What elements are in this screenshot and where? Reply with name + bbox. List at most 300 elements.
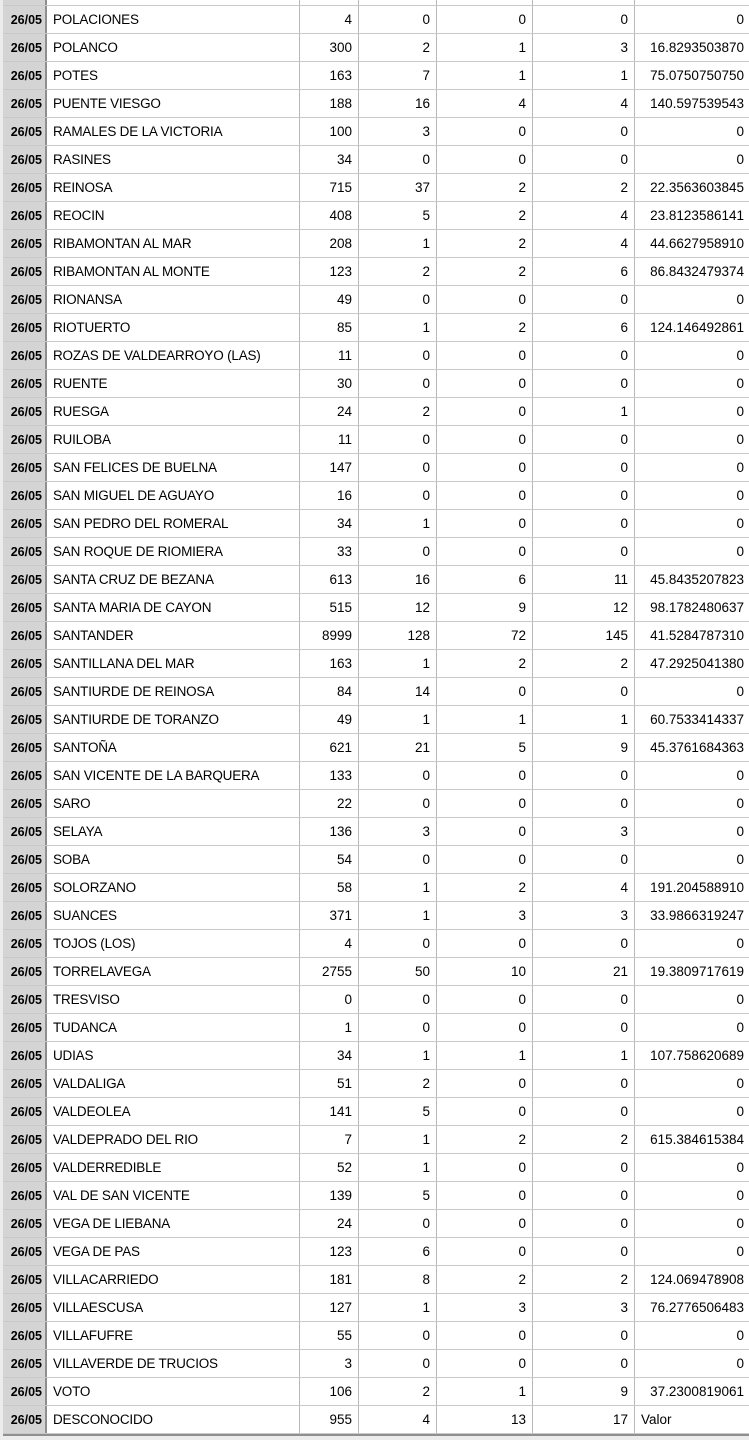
municipality-cell[interactable]: RUESGA [47, 398, 300, 425]
value-cell[interactable]: 0 [533, 1014, 635, 1041]
value-cell[interactable]: 141 [300, 1098, 359, 1125]
value-cell[interactable]: 0 [736, 1244, 744, 1259]
date-cell[interactable]: 26/05 [3, 34, 47, 61]
date-cell[interactable]: 26/05 [3, 986, 47, 1013]
value-cell[interactable]: 34 [300, 1042, 359, 1069]
municipality-cell[interactable]: RIBAMONTAN AL MONTE [47, 258, 300, 285]
value-cell[interactable]: 208 [300, 230, 359, 257]
municipality-cell[interactable]: SANTIURDE DE REINOSA [47, 678, 300, 705]
value-cell[interactable]: 0 [736, 852, 744, 867]
value-cell[interactable]: 0 [359, 538, 437, 565]
value-cell[interactable]: 2 [533, 1126, 635, 1153]
date-cell[interactable]: 26/05 [3, 1322, 47, 1349]
value-cell[interactable]: 1 [437, 1378, 533, 1405]
value-cell[interactable]: 0 [437, 454, 533, 481]
municipality-cell[interactable]: TOJOS (LOS) [47, 930, 300, 957]
value-cell[interactable]: 0 [437, 1098, 533, 1125]
value-cell[interactable]: 3 [437, 902, 533, 929]
value-cell[interactable]: 1 [359, 1154, 437, 1181]
value-cell[interactable]: 37.2300819061 [650, 1384, 744, 1399]
value-cell[interactable]: 23.8123586141 [650, 208, 744, 223]
value-cell[interactable]: 1 [533, 1042, 635, 1069]
value-cell[interactable]: 3 [533, 818, 635, 845]
value-cell[interactable]: 0 [437, 510, 533, 537]
value-cell[interactable]: 0 [437, 6, 533, 33]
value-cell[interactable]: 45.8435207823 [650, 572, 744, 587]
date-cell[interactable]: 26/05 [3, 1266, 47, 1293]
value-cell[interactable]: 0 [359, 1210, 437, 1237]
value-cell[interactable]: 0 [736, 488, 744, 503]
municipality-cell[interactable]: DESCONOCIDO [47, 1406, 300, 1433]
value-cell[interactable]: 4 [533, 202, 635, 229]
municipality-cell[interactable]: VEGA DE LIEBANA [47, 1210, 300, 1237]
municipality-cell[interactable]: SANTA MARIA DE CAYON [47, 594, 300, 621]
value-cell[interactable]: 14 [359, 678, 437, 705]
value-cell[interactable]: 2 [437, 314, 533, 341]
value-cell[interactable]: 0 [359, 986, 437, 1013]
value-cell[interactable]: 0 [736, 348, 744, 363]
value-cell[interactable]: 76.2776506483 [650, 1300, 744, 1315]
value-cell[interactable]: 2 [359, 1070, 437, 1097]
municipality-cell[interactable]: TORRELAVEGA [47, 958, 300, 985]
value-cell[interactable]: 0 [359, 1350, 437, 1377]
date-cell[interactable]: 26/05 [3, 1182, 47, 1209]
municipality-cell[interactable]: SAN ROQUE DE RIOMIERA [47, 538, 300, 565]
value-cell[interactable]: 3 [533, 34, 635, 61]
value-cell[interactable]: 0 [437, 118, 533, 145]
value-cell[interactable]: 0 [736, 684, 744, 699]
value-cell[interactable]: 0 [437, 678, 533, 705]
municipality-cell[interactable]: PUENTE VIESGO [47, 90, 300, 117]
value-cell[interactable]: 98.1782480637 [650, 600, 744, 615]
value-cell[interactable] [437, 0, 533, 5]
value-cell[interactable]: Valor [641, 1412, 672, 1427]
value-cell[interactable]: 2 [533, 650, 635, 677]
value-cell[interactable]: 0 [437, 426, 533, 453]
value-cell[interactable]: 6 [533, 258, 635, 285]
value-cell[interactable]: 1 [359, 1294, 437, 1321]
value-cell[interactable]: 4 [533, 230, 635, 257]
value-cell[interactable]: 0 [533, 762, 635, 789]
value-cell[interactable]: 0 [736, 404, 744, 419]
value-cell[interactable]: 60.7533414337 [650, 712, 744, 727]
value-cell[interactable]: 6 [533, 314, 635, 341]
value-cell[interactable]: 100 [300, 118, 359, 145]
value-cell[interactable]: 33 [300, 538, 359, 565]
value-cell[interactable]: 163 [300, 650, 359, 677]
municipality-cell[interactable]: RIONANSA [47, 286, 300, 313]
municipality-cell[interactable]: VALDEPRADO DEL RIO [47, 1126, 300, 1153]
value-cell[interactable]: 4 [437, 90, 533, 117]
date-cell[interactable]: 26/05 [3, 1238, 47, 1265]
value-cell[interactable]: 2 [533, 1266, 635, 1293]
value-cell[interactable]: 12 [533, 594, 635, 621]
value-cell[interactable]: 515 [300, 594, 359, 621]
value-cell[interactable]: 86.8432479374 [650, 264, 744, 279]
value-cell[interactable]: 300 [300, 34, 359, 61]
date-cell[interactable]: 26/05 [3, 958, 47, 985]
date-cell[interactable]: 26/05 [3, 314, 47, 341]
municipality-cell[interactable]: POTES [47, 62, 300, 89]
value-cell[interactable]: 0 [736, 516, 744, 531]
value-cell[interactable]: 6 [437, 566, 533, 593]
date-cell[interactable]: 26/05 [3, 1406, 47, 1433]
value-cell[interactable]: 0 [359, 930, 437, 957]
value-cell[interactable]: 49 [300, 706, 359, 733]
value-cell[interactable]: 0 [736, 152, 744, 167]
value-cell[interactable]: 139 [300, 1182, 359, 1209]
value-cell[interactable]: 44.6627958910 [650, 236, 744, 251]
municipality-cell[interactable]: RIBAMONTAN AL MAR [47, 230, 300, 257]
date-cell[interactable]: 26/05 [3, 370, 47, 397]
value-cell[interactable]: 34 [300, 510, 359, 537]
value-cell[interactable]: 0 [533, 426, 635, 453]
municipality-cell[interactable]: RUENTE [47, 370, 300, 397]
value-cell[interactable]: 4 [300, 930, 359, 957]
date-cell[interactable]: 26/05 [3, 398, 47, 425]
value-cell[interactable]: 55 [300, 1322, 359, 1349]
value-cell[interactable]: 2 [437, 650, 533, 677]
value-cell[interactable]: 2 [437, 1266, 533, 1293]
municipality-cell[interactable]: SUANCES [47, 902, 300, 929]
value-cell[interactable]: 0 [437, 846, 533, 873]
value-cell[interactable]: 0 [533, 342, 635, 369]
value-cell[interactable]: 128 [359, 622, 437, 649]
value-cell[interactable]: 136 [300, 818, 359, 845]
value-cell[interactable]: 16.8293503870 [650, 40, 744, 55]
municipality-cell[interactable]: SAN FELICES DE BUELNA [47, 454, 300, 481]
municipality-cell[interactable]: POLANCO [47, 34, 300, 61]
value-cell[interactable]: 0 [736, 936, 744, 951]
date-cell[interactable]: 26/05 [3, 650, 47, 677]
value-cell[interactable]: 2 [437, 258, 533, 285]
value-cell[interactable]: 124.069478908 [650, 1272, 744, 1287]
value-cell[interactable]: 0 [533, 538, 635, 565]
date-cell[interactable]: 26/05 [3, 1070, 47, 1097]
municipality-cell[interactable]: RIOTUERTO [47, 314, 300, 341]
municipality-cell[interactable]: UDIAS [47, 1042, 300, 1069]
value-cell[interactable]: 75.0750750750 [650, 68, 744, 83]
value-cell[interactable]: 12 [359, 594, 437, 621]
municipality-cell[interactable]: SARO [47, 790, 300, 817]
value-cell[interactable]: 85 [300, 314, 359, 341]
value-cell[interactable]: 0 [300, 986, 359, 1013]
date-cell[interactable]: 26/05 [3, 706, 47, 733]
value-cell[interactable]: 1 [437, 34, 533, 61]
value-cell[interactable]: 2 [533, 174, 635, 201]
date-cell[interactable]: 26/05 [3, 1378, 47, 1405]
municipality-cell[interactable]: VALDEOLEA [47, 1098, 300, 1125]
municipality-cell[interactable]: VILLAVERDE DE TRUCIOS [47, 1350, 300, 1377]
value-cell[interactable]: 2 [359, 1378, 437, 1405]
value-cell[interactable]: 0 [736, 796, 744, 811]
value-cell[interactable]: 2755 [300, 958, 359, 985]
value-cell[interactable]: 7 [300, 1126, 359, 1153]
value-cell[interactable]: 0 [437, 342, 533, 369]
value-cell[interactable]: 123 [300, 1238, 359, 1265]
municipality-cell[interactable]: VOTO [47, 1378, 300, 1405]
value-cell[interactable]: 2 [359, 258, 437, 285]
value-cell[interactable]: 0 [359, 482, 437, 509]
value-cell[interactable]: 1 [300, 1014, 359, 1041]
value-cell[interactable]: 3 [533, 1294, 635, 1321]
value-cell[interactable]: 0 [736, 1020, 744, 1035]
date-cell[interactable]: 26/05 [3, 930, 47, 957]
value-cell[interactable]: 0 [533, 678, 635, 705]
value-cell[interactable]: 47.2925041380 [650, 656, 744, 671]
value-cell[interactable] [635, 0, 749, 5]
date-cell[interactable]: 26/05 [3, 1126, 47, 1153]
value-cell[interactable]: 1 [437, 706, 533, 733]
value-cell[interactable]: 1 [359, 706, 437, 733]
value-cell[interactable]: 11 [533, 566, 635, 593]
value-cell[interactable]: 19.3809717619 [650, 964, 744, 979]
value-cell[interactable]: 0 [437, 790, 533, 817]
date-cell[interactable]: 26/05 [3, 202, 47, 229]
date-cell[interactable]: 26/05 [3, 454, 47, 481]
value-cell[interactable]: 50 [359, 958, 437, 985]
value-cell[interactable]: 9 [533, 734, 635, 761]
value-cell[interactable]: 4 [359, 1406, 437, 1433]
value-cell[interactable]: 106 [300, 1378, 359, 1405]
date-cell[interactable]: 26/05 [3, 762, 47, 789]
value-cell[interactable]: 49 [300, 286, 359, 313]
value-cell[interactable]: 145 [533, 622, 635, 649]
municipality-cell[interactable]: VALDERREDIBLE [47, 1154, 300, 1181]
value-cell[interactable]: 0 [437, 1210, 533, 1237]
date-cell[interactable]: 26/05 [3, 1210, 47, 1237]
value-cell[interactable]: 5 [359, 202, 437, 229]
value-cell[interactable]: 0 [533, 286, 635, 313]
municipality-cell[interactable]: VILLACARRIEDO [47, 1266, 300, 1293]
value-cell[interactable]: 0 [533, 454, 635, 481]
date-cell[interactable]: 26/05 [3, 426, 47, 453]
value-cell[interactable]: 9 [533, 1378, 635, 1405]
value-cell[interactable]: 140.597539543 [650, 96, 744, 111]
value-cell[interactable]: 11 [300, 342, 359, 369]
value-cell[interactable]: 0 [736, 768, 744, 783]
value-cell[interactable]: 133 [300, 762, 359, 789]
value-cell[interactable]: 0 [359, 846, 437, 873]
value-cell[interactable] [533, 0, 635, 5]
date-cell[interactable]: 26/05 [3, 6, 47, 33]
date-cell[interactable]: 26/05 [3, 90, 47, 117]
value-cell[interactable]: 0 [533, 6, 635, 33]
value-cell[interactable]: 0 [533, 1154, 635, 1181]
value-cell[interactable]: 0 [437, 482, 533, 509]
value-cell[interactable]: 0 [437, 398, 533, 425]
value-cell[interactable]: 0 [533, 1210, 635, 1237]
value-cell[interactable]: 0 [736, 124, 744, 139]
date-cell[interactable]: 26/05 [3, 118, 47, 145]
date-cell[interactable]: 26/05 [3, 1350, 47, 1377]
municipality-cell[interactable]: SOLORZANO [47, 874, 300, 901]
municipality-cell[interactable]: REOCIN [47, 202, 300, 229]
value-cell[interactable]: 0 [359, 426, 437, 453]
value-cell[interactable]: 0 [736, 12, 744, 27]
municipality-cell[interactable]: SAN PEDRO DEL ROMERAL [47, 510, 300, 537]
value-cell[interactable]: 8999 [300, 622, 359, 649]
value-cell[interactable]: 0 [437, 1014, 533, 1041]
value-cell[interactable]: 0 [736, 460, 744, 475]
municipality-cell[interactable]: VAL DE SAN VICENTE [47, 1182, 300, 1209]
municipality-cell[interactable]: SANTOÑA [47, 734, 300, 761]
value-cell[interactable]: 0 [359, 6, 437, 33]
value-cell[interactable]: 16 [359, 90, 437, 117]
value-cell[interactable]: 191.204588910 [650, 880, 744, 895]
municipality-cell[interactable]: RUILOBA [47, 426, 300, 453]
value-cell[interactable]: 0 [437, 1238, 533, 1265]
value-cell[interactable]: 0 [736, 1076, 744, 1091]
value-cell[interactable]: 1 [359, 1042, 437, 1069]
value-cell[interactable]: 22 [300, 790, 359, 817]
value-cell[interactable]: 1 [437, 1042, 533, 1069]
value-cell[interactable]: 5 [359, 1182, 437, 1209]
value-cell[interactable]: 124.146492861 [650, 320, 744, 335]
value-cell[interactable]: 621 [300, 734, 359, 761]
value-cell[interactable]: 1 [359, 874, 437, 901]
municipality-cell[interactable]: ROZAS DE VALDEARROYO (LAS) [47, 342, 300, 369]
value-cell[interactable]: 5 [359, 1098, 437, 1125]
value-cell[interactable]: 8 [359, 1266, 437, 1293]
value-cell[interactable]: 0 [437, 1350, 533, 1377]
municipality-cell[interactable]: VEGA DE PAS [47, 1238, 300, 1265]
value-cell[interactable]: 107.758620689 [650, 1048, 744, 1063]
value-cell[interactable]: 30 [300, 370, 359, 397]
value-cell[interactable]: 84 [300, 678, 359, 705]
value-cell[interactable]: 0 [359, 762, 437, 789]
value-cell[interactable]: 1 [359, 1126, 437, 1153]
value-cell[interactable]: 45.3761684363 [650, 740, 744, 755]
value-cell[interactable]: 0 [533, 1322, 635, 1349]
value-cell[interactable]: 34 [300, 146, 359, 173]
value-cell[interactable]: 4 [533, 90, 635, 117]
date-cell[interactable]: 26/05 [3, 342, 47, 369]
value-cell[interactable]: 1 [359, 230, 437, 257]
date-cell[interactable]: 26/05 [3, 846, 47, 873]
value-cell[interactable]: 2 [437, 202, 533, 229]
value-cell[interactable]: 2 [437, 230, 533, 257]
value-cell[interactable]: 0 [736, 376, 744, 391]
value-cell[interactable]: 11 [300, 426, 359, 453]
value-cell[interactable]: 0 [736, 1356, 744, 1371]
value-cell[interactable]: 0 [736, 1328, 744, 1343]
value-cell[interactable]: 0 [533, 482, 635, 509]
value-cell[interactable]: 33.9866319247 [650, 908, 744, 923]
value-cell[interactable]: 37 [359, 174, 437, 201]
value-cell[interactable]: 0 [437, 538, 533, 565]
municipality-cell[interactable]: TUDANCA [47, 1014, 300, 1041]
value-cell[interactable]: 0 [359, 342, 437, 369]
value-cell[interactable]: 0 [736, 1104, 744, 1119]
value-cell[interactable]: 1 [359, 902, 437, 929]
value-cell[interactable]: 0 [736, 824, 744, 839]
value-cell[interactable]: 0 [359, 454, 437, 481]
value-cell[interactable]: 1 [359, 314, 437, 341]
value-cell[interactable]: 58 [300, 874, 359, 901]
value-cell[interactable]: 52 [300, 1154, 359, 1181]
value-cell[interactable]: 2 [437, 1126, 533, 1153]
value-cell[interactable]: 371 [300, 902, 359, 929]
value-cell[interactable]: 0 [437, 1322, 533, 1349]
date-cell[interactable]: 26/05 [3, 482, 47, 509]
value-cell[interactable]: 0 [736, 1160, 744, 1175]
municipality-cell[interactable]: RASINES [47, 146, 300, 173]
value-cell[interactable]: 0 [437, 762, 533, 789]
municipality-cell[interactable]: SANTIURDE DE TORANZO [47, 706, 300, 733]
date-cell[interactable]: 26/05 [3, 230, 47, 257]
date-cell[interactable]: 26/05 [3, 594, 47, 621]
date-cell[interactable]: 26/05 [3, 1154, 47, 1181]
value-cell[interactable]: 0 [533, 930, 635, 957]
value-cell[interactable]: 0 [533, 1182, 635, 1209]
date-cell[interactable]: 26/05 [3, 874, 47, 901]
value-cell[interactable]: 0 [533, 790, 635, 817]
date-cell[interactable]: 26/05 [3, 790, 47, 817]
value-cell[interactable]: 0 [437, 1154, 533, 1181]
value-cell[interactable]: 0 [437, 1182, 533, 1209]
value-cell[interactable]: 6 [359, 1238, 437, 1265]
value-cell[interactable] [359, 0, 437, 5]
value-cell[interactable]: 2 [437, 174, 533, 201]
value-cell[interactable]: 5 [437, 734, 533, 761]
value-cell[interactable]: 0 [437, 286, 533, 313]
value-cell[interactable]: 0 [359, 370, 437, 397]
municipality-cell[interactable]: SANTA CRUZ DE BEZANA [47, 566, 300, 593]
value-cell[interactable]: 715 [300, 174, 359, 201]
value-cell[interactable]: 0 [533, 986, 635, 1013]
value-cell[interactable] [300, 0, 359, 5]
date-cell[interactable]: 26/05 [3, 258, 47, 285]
value-cell[interactable]: 0 [533, 118, 635, 145]
value-cell[interactable]: 2 [437, 874, 533, 901]
value-cell[interactable]: 1 [359, 650, 437, 677]
value-cell[interactable]: 72 [437, 622, 533, 649]
date-cell[interactable]: 26/05 [3, 818, 47, 845]
value-cell[interactable]: 7 [359, 62, 437, 89]
value-cell[interactable]: 2 [359, 34, 437, 61]
value-cell[interactable]: 955 [300, 1406, 359, 1433]
value-cell[interactable]: 0 [736, 292, 744, 307]
value-cell[interactable]: 188 [300, 90, 359, 117]
value-cell[interactable]: 123 [300, 258, 359, 285]
value-cell[interactable]: 127 [300, 1294, 359, 1321]
value-cell[interactable]: 17 [533, 1406, 635, 1433]
municipality-cell[interactable]: VALDALIGA [47, 1070, 300, 1097]
value-cell[interactable]: 0 [437, 370, 533, 397]
date-cell[interactable]: 26/05 [3, 510, 47, 537]
date-cell[interactable]: 26/05 [3, 174, 47, 201]
date-cell[interactable]: 26/05 [3, 146, 47, 173]
value-cell[interactable]: 408 [300, 202, 359, 229]
value-cell[interactable]: 1 [437, 62, 533, 89]
value-cell[interactable]: 0 [533, 846, 635, 873]
value-cell[interactable]: 0 [736, 544, 744, 559]
value-cell[interactable]: 0 [359, 146, 437, 173]
date-cell[interactable]: 26/05 [3, 902, 47, 929]
value-cell[interactable]: 16 [359, 566, 437, 593]
value-cell[interactable]: 16 [300, 482, 359, 509]
value-cell[interactable]: 0 [533, 1238, 635, 1265]
value-cell[interactable]: 0 [533, 510, 635, 537]
value-cell[interactable]: 3 [437, 1294, 533, 1321]
value-cell[interactable]: 4 [300, 6, 359, 33]
value-cell[interactable]: 4 [533, 874, 635, 901]
value-cell[interactable]: 0 [359, 286, 437, 313]
date-cell[interactable]: 26/05 [3, 678, 47, 705]
value-cell[interactable]: 0 [533, 1070, 635, 1097]
municipality-cell[interactable]: SOBA [47, 846, 300, 873]
